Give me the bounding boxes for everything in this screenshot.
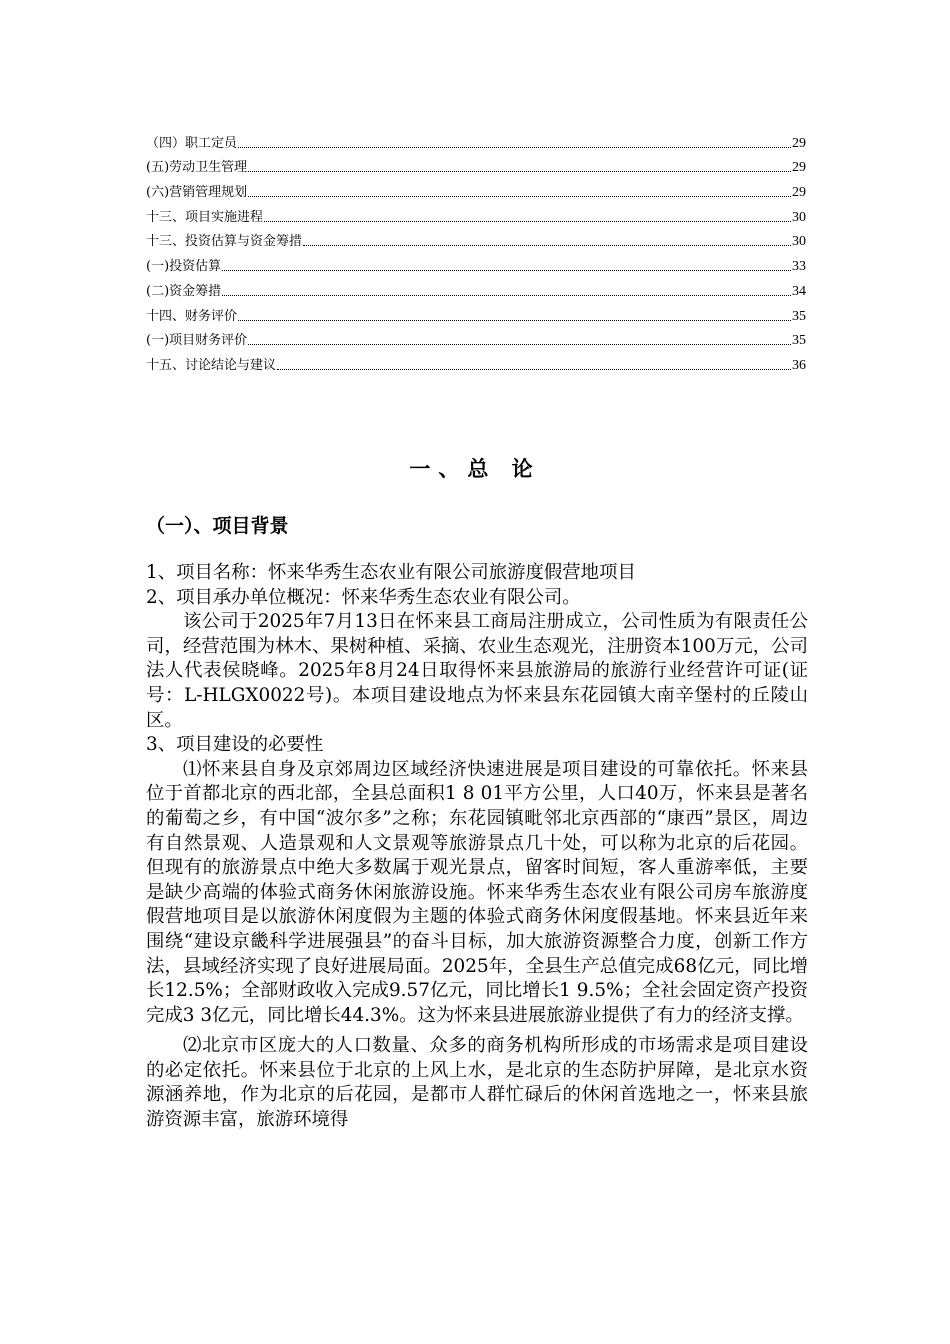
toc-entry[interactable]: [146, 127, 806, 152]
toc-leader-dots: [303, 245, 791, 246]
toc-entry[interactable]: [146, 325, 806, 350]
toc-entry-label: 十四、财务评价: [146, 308, 238, 324]
toc-entry-page: 30: [792, 209, 806, 225]
toc-entry-label: (五)劳动卫生管理: [146, 160, 248, 176]
necessity-point-2-paragraph: ⑵北京市区庞大的人口数量、众多的商务机构所形成的市场需求是项目建设的必定依托。怀来县位于北京的上风上水，是北京的生态防护屏障，是北京水资源涵养地，作为北京的后花园，是都市人群忙碌后的休闲首选地之一，怀来县旅游资源丰富，旅游环境得: [146, 1035, 808, 1131]
toc-leader-dots: [222, 270, 791, 271]
toc-entry-page: 29: [792, 135, 806, 151]
necessity-point-1-paragraph: ⑴怀来县自身及京郊周边区域经济快速进展是项目建设的可靠依托。怀来县位于首都北京的西北部，全县总面积1 8 01平方公里，人口40万，怀来县是著名的葡萄之乡，有中国“波尔多”之称；东花园镇毗邻北京西部的“康西”景区，周边有自然景观、人造景观和人文景观等旅游景点几十处，可以称为北京的后花园。但现有的旅游景点中绝大多数属于观光景点，留客时间短，客人重游率低，主要是缺少高端的体验式商务休闲旅游设施。怀来华秀生态农业有限公司房车旅游度假营地项目是以旅游休闲度假为主题的体验式商务休闲度假基地。怀来县近年来围绕“建设京畿科学进展强县”的奋斗目标，加大旅游资源整合力度，创新工作方法，县域经济实现了良好进展局面。2025年，全县生产总值完成68亿元，同比增长12.5%；全部财政收入完成9.57亿元，同比增长1 9.5%；全社会固定资产投资完成3 3亿元，同比增长44.3%。这为怀来县进展旅游业提供了有力的经济支撑。: [146, 758, 808, 1026]
toc-entry-label: 十三、项目实施进程: [146, 209, 264, 225]
toc-entry[interactable]: [146, 250, 806, 275]
toc-entry-label: 十三、投资估算与资金筹措: [146, 234, 303, 250]
project-name-paragraph: 1、项目名称：怀来华秀生态农业有限公司旅游度假营地项目: [146, 562, 636, 583]
toc-leader-dots: [222, 295, 791, 296]
toc-entry[interactable]: [146, 201, 806, 226]
necessity-heading: 3、项目建设的必要性: [146, 734, 324, 756]
toc-entry-label: (二)资金筹措: [146, 283, 222, 299]
toc-leader-dots: [238, 147, 791, 148]
toc-entry-label: 十五、讨论结论与建议: [146, 357, 277, 373]
chapter-title: 一、总 论: [409, 457, 541, 481]
toc-entry-page: 35: [792, 333, 806, 349]
toc-leader-dots: [248, 171, 791, 172]
toc-entry[interactable]: [146, 349, 806, 374]
toc-leader-dots: [248, 196, 791, 197]
toc-entry-label: (一)投资估算: [146, 259, 222, 275]
toc-entry[interactable]: [146, 300, 806, 325]
toc-entry-page: 33: [792, 259, 806, 275]
company-description-paragraph: 该公司于2025年7月13日在怀来县工商局注册成立，公司性质为有限责任公司，经营范围为林木、果树种植、采摘、农业生态观光，注册资本100万元，公司法人代表侯晓峰。2025年8月24日取得怀来县旅游局的旅游行业经营许可证(证号：L-HLGX0022号)。本项目建设地点为怀来县东花园镇大南辛堡村的丘陵山区。: [146, 611, 808, 731]
toc-entry-page: 34: [792, 283, 806, 299]
toc-entry-page: 35: [792, 308, 806, 324]
toc-entry-page: 29: [792, 185, 806, 201]
toc-entry[interactable]: [146, 176, 806, 201]
table-of-contents: [146, 127, 806, 374]
toc-entry-page: 29: [792, 160, 806, 176]
toc-entry-label: （四）职工定员: [146, 135, 238, 151]
toc-leader-dots: [277, 369, 791, 370]
toc-entry-label: (一)项目财务评价: [146, 333, 248, 349]
toc-entry[interactable]: [146, 275, 806, 300]
toc-leader-dots: [248, 344, 791, 345]
sponsor-overview-paragraph: 2、项目承办单位概况：怀来华秀生态农业有限公司。: [146, 586, 581, 608]
toc-entry[interactable]: [146, 152, 806, 177]
toc-entry-label: (六)营销管理规划: [146, 185, 248, 201]
toc-leader-dots: [238, 320, 791, 321]
toc-entry-page: 30: [792, 234, 806, 250]
section-title: （一）、项目背景: [146, 515, 289, 537]
toc-entry[interactable]: [146, 226, 806, 251]
toc-leader-dots: [264, 221, 791, 222]
body-text: [146, 561, 808, 1133]
toc-entry-page: 36: [792, 357, 806, 373]
